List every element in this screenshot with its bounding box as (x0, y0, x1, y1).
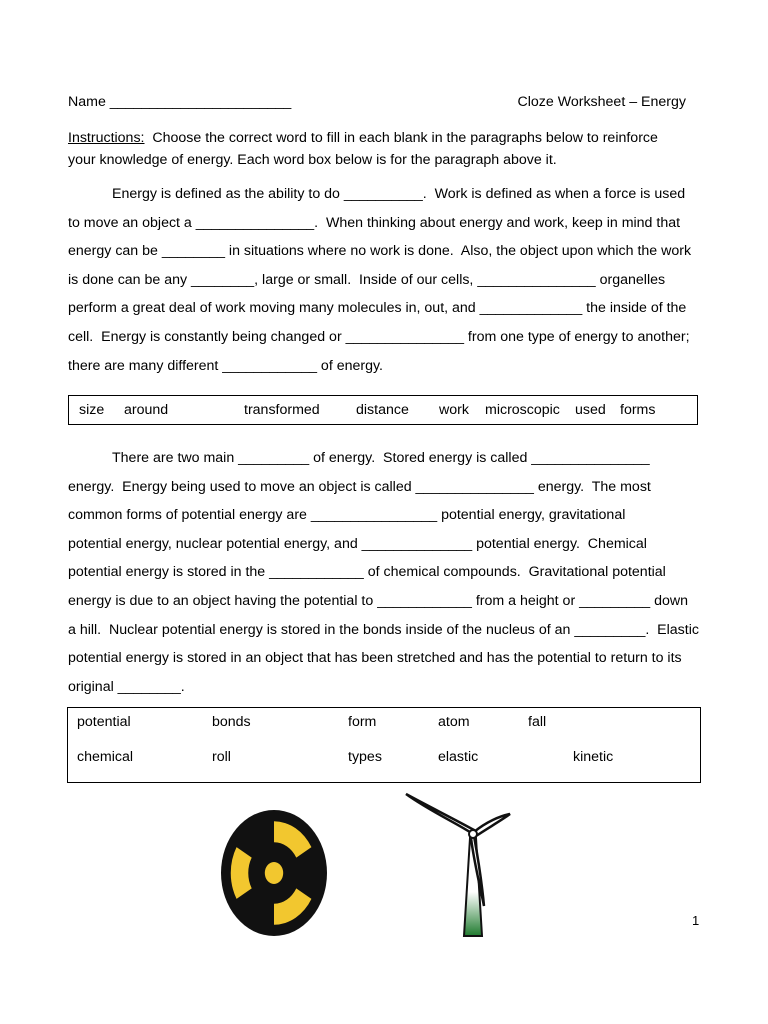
paragraph-2-line: a hill. Nuclear potential energy is stored in the bonds inside of the nucleus of an _________. Elastic (68, 621, 699, 638)
word-bank-item: fall (528, 714, 547, 730)
paragraph-2-line (68, 444, 700, 473)
word-bank-item: form (348, 714, 377, 730)
word-box-2 (67, 707, 701, 783)
turbine-blade (474, 814, 510, 836)
word-bank-item: microscopic (485, 402, 560, 418)
word-bank-item: types (348, 749, 382, 765)
paragraph-1-line: is done can be any ________, large or small. Inside of our cells, _______________ organelles (68, 271, 666, 288)
paragraph-2-line-text: There are two main _________ of energy. Stored energy is called _______________ (112, 450, 650, 466)
worksheet-title: Cloze Worksheet – Energy (517, 94, 686, 110)
wind-turbine-icon (398, 788, 518, 940)
turbine-hub (469, 830, 477, 838)
word-bank-item: roll (212, 749, 231, 765)
instructions-text-line1: Choose the correct word to fill in each blank in the paragraphs below to reinforce (144, 130, 658, 146)
paragraph-2-line: common forms of potential energy are ________________ potential energy, gravitational (68, 507, 626, 524)
paragraph-2-line: potential energy, nuclear potential energy, and ______________ potential energy. Chemical (68, 535, 647, 552)
paragraph-1-line (68, 180, 700, 209)
paragraph-1-line: to move an object a _______________. When thinking about energy and work, keep in mind that (68, 214, 681, 231)
word-bank-item: distance (356, 402, 409, 418)
paragraph-1-line: cell. Energy is constantly being changed or _______________ from one type of energy to another; (68, 328, 690, 345)
word-bank-item: used (575, 402, 606, 418)
word-bank-item: size (79, 402, 105, 418)
word-bank-item: work (439, 402, 469, 418)
paragraph-2-line: original ________. (68, 678, 185, 695)
paragraph-2 (68, 444, 700, 701)
instructions-label: Instructions: (68, 130, 145, 146)
page-number: 1 (692, 913, 700, 928)
paragraph-1 (68, 180, 700, 380)
paragraph-1-line-text: Energy is defined as the ability to do __________. Work is defined as when a force is used (112, 186, 686, 202)
word-bank-item: around (124, 402, 169, 418)
paragraph-2-line: potential energy is stored in an object that has been stretched and has the potential to return to its (68, 650, 682, 667)
paragraph-2-line: potential energy is stored in the ____________ of chemical compounds. Gravitational potential (68, 564, 666, 581)
paragraph-1-line: energy can be ________ in situations where no work is done. Also, the object upon which the work (68, 243, 692, 260)
word-bank-item: potential (77, 714, 131, 730)
word-bank-item: kinetic (573, 749, 614, 765)
turbine-blade (406, 794, 474, 834)
word-bank-item: elastic (438, 749, 479, 765)
word-bank-item: bonds (212, 714, 251, 730)
paragraph-2-line: energy. Energy being used to move an object is called _______________ energy. The most (68, 478, 651, 495)
instructions-text-line2: your knowledge of energy. Each word box below is for the paragraph above it. (68, 152, 557, 168)
instructions (68, 127, 698, 171)
name-field: Name _______________________ (68, 94, 292, 110)
word-bank-item: chemical (77, 749, 133, 765)
word-box-1 (68, 395, 698, 425)
paragraph-1-line: perform a great deal of work moving many molecules in, out, and _____________ the inside of the (68, 300, 687, 317)
radiation-icon (218, 808, 330, 938)
word-bank-item: transformed (244, 402, 320, 418)
word-bank-item: forms (620, 402, 656, 418)
paragraph-2-line: energy is due to an object having the potential to ____________ from a height or _________ down (68, 592, 688, 609)
word-bank-item: atom (438, 714, 470, 730)
paragraph-1-line: there are many different ____________ of energy. (68, 357, 383, 374)
header-row (68, 94, 686, 114)
